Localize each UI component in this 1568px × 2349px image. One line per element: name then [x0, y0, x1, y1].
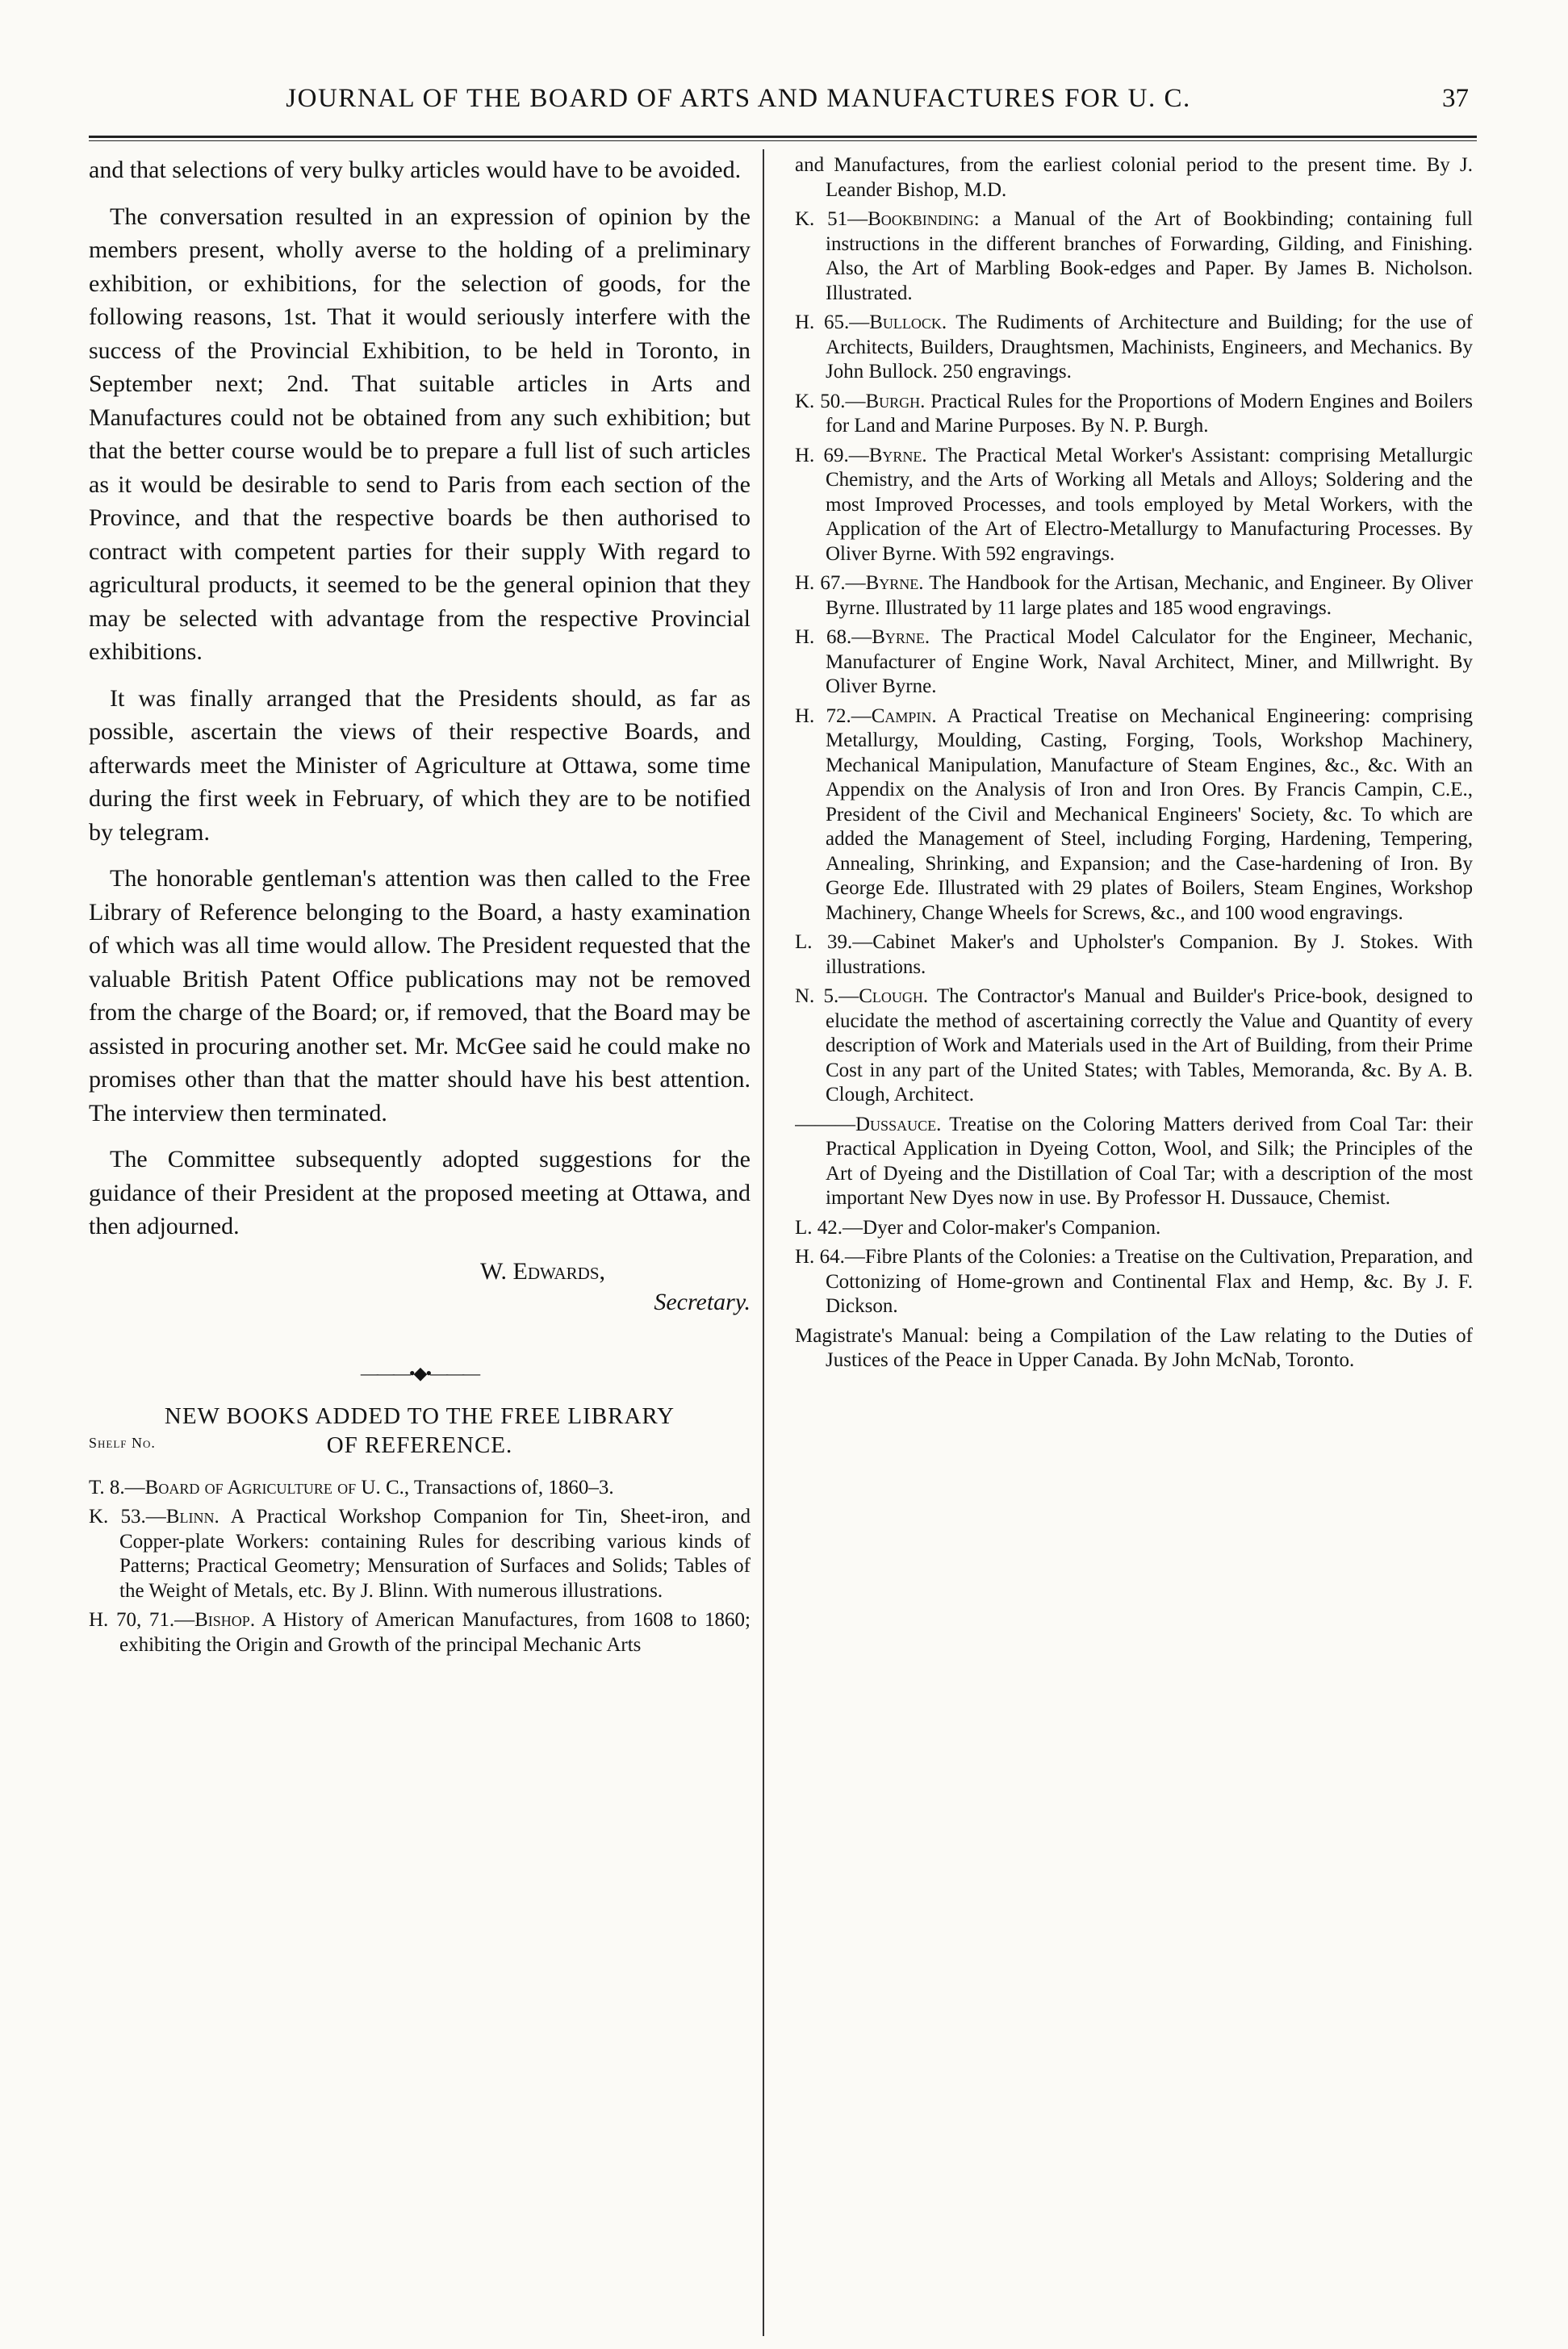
page-number: 37	[1442, 84, 1469, 113]
book-entry	[89, 1608, 751, 1657]
shelf-label: Shelf No.	[89, 1434, 156, 1451]
paragraph: The honorable gentleman's attention was then called to the Free Library of Reference belonging to the Board, a hasty examination of which was all time would allow. The President requested that the valuable British Patent Office publications may not be removed from the charge of the Board; or, if removed, that the Board may be assisted in procuring another set. Mr. McGee said he could make no promises other than that the matter should have his best attention. The interview then terminated.	[89, 865, 751, 1126]
book-entry	[795, 625, 1473, 700]
book-entry	[795, 207, 1473, 306]
shelf-number: H. 64.—	[795, 1246, 865, 1268]
signature-block	[89, 1256, 751, 1318]
signature-name: W. Edwards,	[479, 1257, 605, 1285]
shelf-number: ———	[795, 1113, 855, 1135]
shelf-number: L. 39.—	[795, 931, 873, 953]
paragraph: and that selections of very bulky articles would have to be avoided.	[89, 157, 742, 183]
left-column	[89, 153, 751, 2332]
book-entry	[795, 153, 1473, 203]
book-list-left	[89, 1476, 751, 1658]
header-rule	[89, 136, 1477, 141]
book-description: a Manual of the Art of Bookbinding; containing full instructions in the different branches of Forwarding, Gilding, and Finishing. Also, the Art of Marbling Book-edges and Paper. By James B. Nicholson. Illustrated.	[826, 208, 1473, 304]
book-author: Bookbinding:	[868, 208, 980, 230]
book-entry	[89, 1505, 751, 1603]
book-description: The Practical Metal Worker's Assistant: comprising Metallurgic Chemistry, and the Arts of Working all Metals and Alloys; Soldering and the most Improved Processes, and tools employed by Metal Workers, with the Application of the Art of Electro-Metallurgy to Manufacturing Processes. By Oliver Byrne. With 592 engravings.	[826, 444, 1473, 565]
book-description: Dyer and Color-maker's Companion.	[863, 1216, 1161, 1239]
book-description: The Handbook for the Artisan, Mechanic, and Engineer. By Oliver Byrne. Illustrated by 11 large plates and 185 wood engravings.	[826, 572, 1473, 619]
book-entry	[795, 1113, 1473, 1211]
shelf-number: H. 67.—	[795, 572, 866, 594]
right-column	[795, 153, 1473, 2332]
book-author: Clough.	[859, 985, 929, 1007]
book-author: Burgh.	[865, 390, 926, 412]
paragraph: The Committee subsequently adopted suggestions for the guidance of their President at the proposed meeting at Ottawa, and then adjourned.	[89, 1146, 751, 1239]
book-author: Bishop.	[194, 1609, 256, 1631]
book-entry	[795, 984, 1473, 1108]
book-author: Blinn.	[165, 1506, 220, 1528]
signature-title: Secretary.	[654, 1288, 751, 1315]
book-entry	[795, 311, 1473, 385]
book-description: A Practical Workshop Companion for Tin, Sheet-iron, and Copper-plate Workers: containing Rules for describing various kinds of Patterns; Practical Geometry; Mensuration of Surfaces and Solids; Tables of the Weight of Metals, etc. By J. Blinn. With numerous illustrations.	[119, 1506, 751, 1602]
book-entry	[795, 571, 1473, 621]
shelf-number: L. 42.—	[795, 1216, 863, 1239]
book-entry	[795, 1324, 1473, 1373]
journal-title: JOURNAL OF THE BOARD OF ARTS AND MANUFACTURES FOR U. C.	[286, 84, 1191, 113]
book-description: A Practical Treatise on Mechanical Engineering: comprising Metallurgy, Moulding, Casting, Forging, Tools, Workshop Machinery, Mechanical Manipulation, Manufacture of Steam Engines, &c., &c. With an Appendix on the Analysis of Iron and Iron Ores. By Francis Campin, C.E., President of the Civil and Mechanical Engineers' Society, &c. To which are added the Management of Steel, including Forging, Hardening, Tempering, Annealing, Shrinking, and Expansion; and the Case-hardening of Iron. By George Ede. Illustrated with 29 plates of Boilers, Steam Engines, Workshop Machinery, Change Wheels for Screws, &c., and 100 wood engravings.	[826, 704, 1473, 924]
paragraph: It was finally arranged that the Presidents should, as far as possible, ascertain the views of their respective Boards, and afterwards meet the Minister of Agriculture at Ottawa, some time during the first week in February, of which they are to be notified by telegram.	[89, 684, 751, 846]
shelf-number: K. 53.—	[89, 1506, 166, 1528]
paragraph: The conversation resulted in an expression of opinion by the members present, wholly averse to the holding of a preliminary exhibition, or exhibitions, for the selection of goods, for the following reasons, 1st. That it would seriously interfere with the success of the Provincial Exhibition, to be held in Toronto, in September next; 2nd. That suitable articles in Arts and Manufactures could not be obtained from any such exhibition; but that the better course would be to prepare a full list of such articles as it would be desirable to send to Paris from each section of the Province, and that the respective boards be then authorised to contract with competent parties for their supply With regard to agricultural products, it seemed to be the general opinion that they may be selected with advantage from the respective Provincial exhibitions.	[89, 203, 751, 665]
book-entry	[795, 444, 1473, 567]
book-author: Byrne.	[872, 626, 930, 648]
book-entry	[795, 930, 1473, 980]
book-description: Practical Rules for the Proportions of Modern Engines and Boilers for Land and Marine Purposes. By N. P. Burgh.	[826, 390, 1473, 437]
book-author: Board of Agriculture of U. C.,	[144, 1476, 410, 1498]
book-description: Treatise on the Coloring Matters derived from Coal Tar: their Practical Application in Dyeing Cotton, Wool, and Silk; the Principles of the Art of Dyeing and the Distillation of Coal Tar; with a description of the most important New Dyes now in use. By Professor H. Dussauce, Chemist.	[826, 1113, 1473, 1209]
shelf-number: H. 65.—	[795, 311, 870, 333]
shelf-number: H. 69.—	[795, 444, 869, 466]
book-description: The Contractor's Manual and Builder's Price-book, designed to elucidate the method of ascertaining correctly the Value and Quantity of every description of Work and Materials used in the Art of Building, from their Prime Cost in any part of the United States; with Tables, Memoranda, &c. By A. B. Clough, Architect.	[826, 985, 1473, 1106]
book-entry	[795, 1216, 1473, 1241]
book-author: Dussauce.	[855, 1113, 942, 1135]
book-author: Byrne.	[868, 444, 927, 466]
library-subheading: OF REFERENCE.	[326, 1432, 513, 1458]
column-divider	[763, 149, 764, 2336]
shelf-number: T. 8.—	[89, 1476, 145, 1498]
book-description: The Practical Model Calculator for the Engineer, Mechanic, Manufacturer of Engine Work, Naval Architect, Miner, and Millwright. By Oliver Byrne.	[826, 626, 1473, 697]
book-author: Byrne.	[865, 572, 924, 594]
section-ornament: ———•◆•———	[360, 1362, 479, 1383]
book-entry	[89, 1476, 751, 1501]
book-description: Transactions of, 1860–3.	[409, 1476, 614, 1498]
book-description: Fibre Plants of the Colonies: a Treatise on the Cultivation, Preparation, and Cottonizing of Home-grown and Continental Flax and Hemp, &c. By J. F. Dickson.	[826, 1246, 1473, 1317]
book-author: Bullock.	[869, 311, 947, 333]
page-header	[89, 84, 1469, 129]
book-description: A History of American Manufactures, from 1608 to 1860; exhibiting the Origin and Growth of the principal Mechanic Arts	[119, 1609, 751, 1656]
shelf-number: H. 72.—	[795, 704, 872, 727]
shelf-number: K. 51—	[795, 208, 868, 230]
shelf-number: H. 68.—	[795, 626, 872, 648]
book-description: The Rudiments of Architecture and Building; for the use of Architects, Builders, Draughtsmen, Machinists, Engineers, and Mechanics. By John Bullock. 250 engravings.	[826, 311, 1473, 382]
shelf-row	[89, 1431, 751, 1476]
book-entry	[795, 704, 1473, 926]
book-author: Campin.	[871, 704, 937, 727]
shelf-number: H. 70, 71.—	[89, 1609, 195, 1631]
shelf-number: K. 50.—	[795, 390, 866, 412]
book-description: and Manufactures, from the earliest colonial period to the present time. By J. Leander Bishop, M.D.	[795, 154, 1473, 201]
book-entry	[795, 1245, 1473, 1319]
library-heading: NEW BOOKS ADDED TO THE FREE LIBRARY	[164, 1402, 675, 1429]
book-description: Cabinet Maker's and Upholster's Companion. By J. Stokes. With illustrations.	[826, 931, 1473, 978]
book-description: Magistrate's Manual: being a Compilation of the Law relating to the Duties of Justices of the Peace in Upper Canada. By John McNab, Toronto.	[795, 1324, 1473, 1371]
book-list-right	[795, 153, 1473, 1373]
shelf-number: N. 5.—	[795, 985, 859, 1007]
book-entry	[795, 390, 1473, 439]
